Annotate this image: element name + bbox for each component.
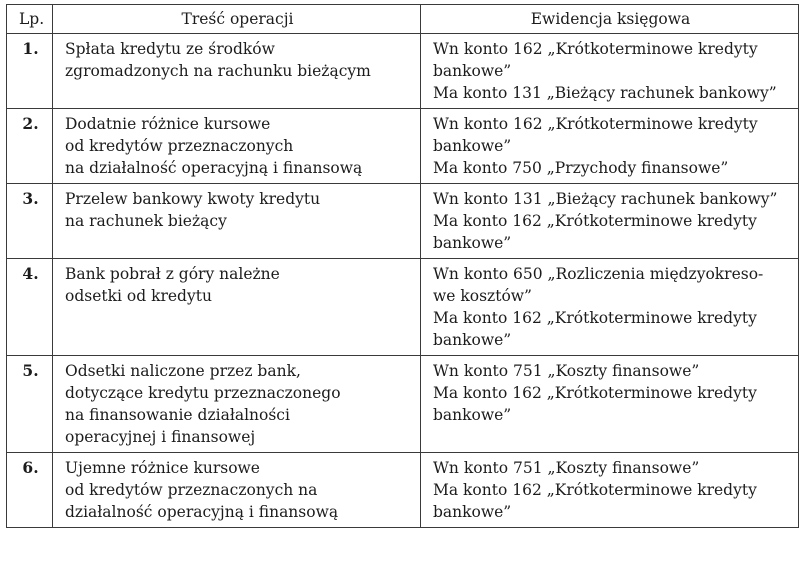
entry-line: Ma konto 162 „Krótkoterminowe kredyty (433, 384, 757, 402)
operation-description (53, 109, 421, 184)
description-line: na rachunek bieżący (65, 212, 227, 230)
operation-description (53, 356, 421, 453)
description-line: Przelew bankowy kwoty kredytu (65, 190, 321, 208)
operation-description (53, 184, 421, 259)
accounting-entry (421, 109, 799, 184)
table-row (7, 453, 799, 528)
entry-line: bankowe” (433, 406, 512, 424)
table-row (7, 109, 799, 184)
description-line: operacyjnej i finansowej (65, 428, 256, 446)
table-header-row (7, 5, 799, 34)
accounting-entry (421, 453, 799, 528)
row-number: 3. (7, 184, 53, 259)
description-line: Spłata kredytu ze środków (65, 40, 275, 58)
entry-line: Wn konto 162 „Krótkoterminowe kredyty (433, 40, 758, 58)
row-number: 4. (7, 259, 53, 356)
description-line: odsetki od kredytu (65, 287, 212, 305)
row-number: 2. (7, 109, 53, 184)
row-number: 1. (7, 34, 53, 109)
entry-line: Ma konto 750 „Przychody finansowe” (433, 159, 729, 177)
entry-line: Wn konto 650 „Rozliczenia międzyokreso- (433, 265, 764, 283)
operation-description (53, 34, 421, 109)
description-line: na finansowanie działalności (65, 406, 290, 424)
entry-line: Wn konto 751 „Koszty finansowe” (433, 459, 700, 477)
entry-line: Ma konto 162 „Krótkoterminowe kredyty (433, 481, 757, 499)
entry-line: Wn konto 162 „Krótkoterminowe kredyty (433, 115, 758, 133)
description-line: Ujemne różnice kursowe (65, 459, 260, 477)
table-row (7, 356, 799, 453)
accounting-entry (421, 356, 799, 453)
entry-line: Wn konto 131 „Bieżący rachunek bankowy” (433, 190, 778, 208)
entry-line: bankowe” (433, 62, 512, 80)
description-line: od kredytów przeznaczonych na (65, 481, 318, 499)
description-line: Odsetki naliczone przez bank, (65, 362, 301, 380)
row-number: 5. (7, 356, 53, 453)
table-body (7, 34, 799, 528)
entry-line: bankowe” (433, 137, 512, 155)
entry-line: we kosztów” (433, 287, 532, 305)
description-line: od kredytów przeznaczonych (65, 137, 294, 155)
description-line: na działalność operacyjną i finansową (65, 159, 363, 177)
entry-line: bankowe” (433, 503, 512, 521)
operation-description (53, 453, 421, 528)
header-description: Treść operacji (53, 5, 421, 34)
entry-line: Ma konto 162 „Krótkoterminowe kredyty (433, 309, 757, 327)
description-line: działalność operacyjną i finansową (65, 503, 339, 521)
accounting-entry (421, 34, 799, 109)
entry-line: bankowe” (433, 234, 512, 252)
table-row (7, 184, 799, 259)
description-line: Bank pobrał z góry należne (65, 265, 280, 283)
header-lp: Lp. (7, 5, 53, 34)
description-line: Dodatnie różnice kursowe (65, 115, 271, 133)
accounting-entries-table (6, 4, 799, 528)
description-line: dotyczące kredytu przeznaczonego (65, 384, 341, 402)
entry-line: bankowe” (433, 331, 512, 349)
accounting-entry (421, 184, 799, 259)
table-row (7, 259, 799, 356)
table-row (7, 34, 799, 109)
accounting-entry (421, 259, 799, 356)
row-number: 6. (7, 453, 53, 528)
header-entry: Ewidencja księgowa (421, 5, 799, 34)
entry-line: Wn konto 751 „Koszty finansowe” (433, 362, 700, 380)
entry-line: Ma konto 131 „Bieżący rachunek bankowy” (433, 84, 777, 102)
description-line: zgromadzonych na rachunku bieżącym (65, 62, 371, 80)
operation-description (53, 259, 421, 356)
entry-line: Ma konto 162 „Krótkoterminowe kredyty (433, 212, 757, 230)
